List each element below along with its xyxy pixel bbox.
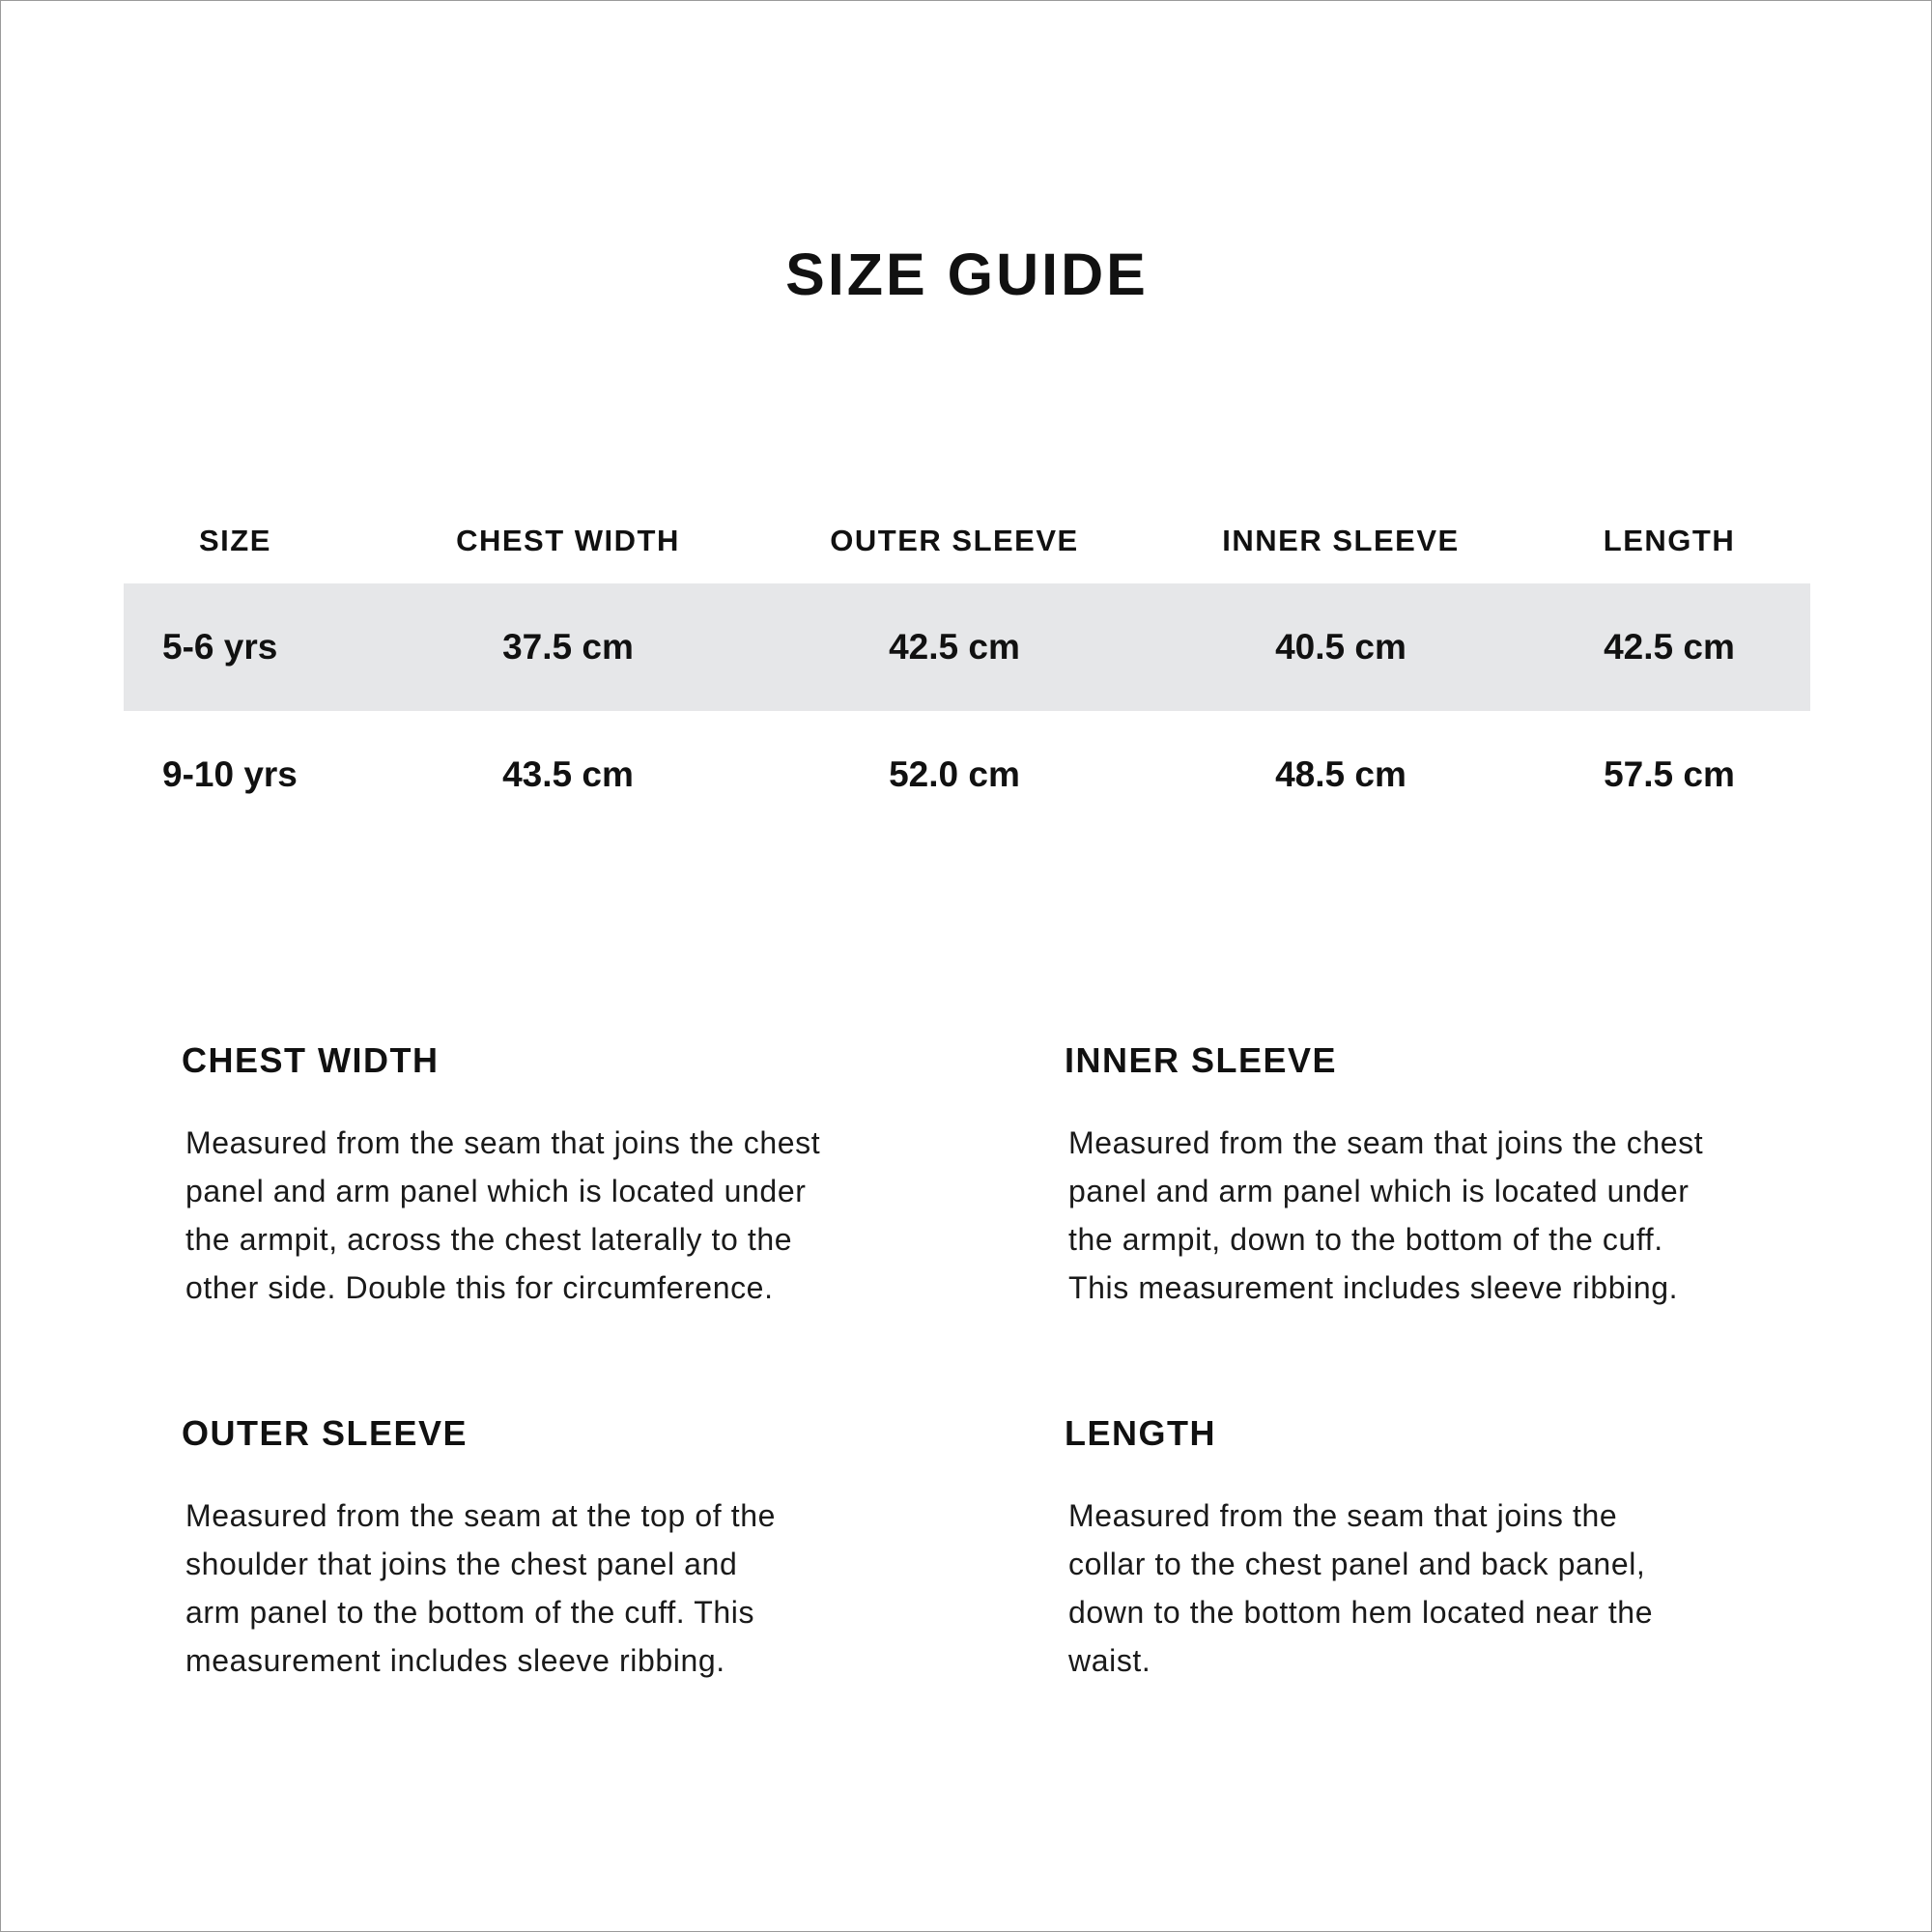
description-line: This measurement includes sleeve ribbing. [1068, 1270, 1679, 1305]
cell-length: 57.5 cm [1604, 754, 1735, 794]
outer-sleeve-description [182, 1412, 916, 1685]
cell-outer-sleeve: 52.0 cm [889, 754, 1020, 794]
header-chest-width: CHEST WIDTH [456, 524, 680, 557]
table-row [124, 583, 1810, 711]
cell-size: 5-6 yrs [162, 627, 278, 667]
description-line: waist. [1068, 1643, 1151, 1678]
description-line: panel and arm panel which is located under [1068, 1174, 1690, 1208]
length-description [1065, 1412, 1799, 1685]
cell-inner-sleeve: 40.5 cm [1275, 627, 1406, 667]
header-inner-sleeve: INNER SLEEVE [1222, 524, 1460, 557]
description-line: arm panel to the bottom of the cuff. This [185, 1595, 755, 1630]
description-title: OUTER SLEEVE [182, 1413, 469, 1453]
page-title: SIZE GUIDE [785, 242, 1149, 307]
description-title: CHEST WIDTH [182, 1040, 440, 1080]
description-line: down to the bottom hem located near the [1068, 1595, 1654, 1630]
description-line: other side. Double this for circumference. [185, 1270, 774, 1305]
cell-inner-sleeve: 48.5 cm [1275, 754, 1406, 794]
cell-chest-width: 43.5 cm [502, 754, 634, 794]
table-row [124, 711, 1810, 838]
description-line: Measured from the seam that joins the chest [185, 1125, 821, 1160]
header-length: LENGTH [1603, 524, 1736, 557]
description-line: measurement includes sleeve ribbing. [185, 1643, 725, 1678]
description-line: Measured from the seam at the top of the [185, 1498, 776, 1533]
description-body [1068, 1119, 1774, 1312]
cell-chest-width: 37.5 cm [502, 627, 634, 667]
description-title: LENGTH [1065, 1413, 1216, 1453]
description-body [1068, 1492, 1774, 1685]
chest-width-description [182, 1039, 916, 1312]
description-line: shoulder that joins the chest panel and [185, 1547, 738, 1581]
cell-size: 9-10 yrs [162, 754, 298, 794]
description-line: panel and arm panel which is located under [185, 1174, 807, 1208]
description-body [185, 1492, 891, 1685]
description-body [185, 1119, 891, 1312]
header-size: SIZE [199, 524, 271, 557]
size-table [124, 498, 1810, 838]
cell-length: 42.5 cm [1604, 627, 1735, 667]
description-line: collar to the chest panel and back panel, [1068, 1547, 1646, 1581]
header-outer-sleeve: OUTER SLEEVE [830, 524, 1079, 557]
description-line: Measured from the seam that joins the [1068, 1498, 1618, 1533]
table-header-row [124, 498, 1810, 583]
description-line: the armpit, across the chest laterally to the [185, 1222, 793, 1257]
description-line: Measured from the seam that joins the chest [1068, 1125, 1704, 1160]
description-title: INNER SLEEVE [1065, 1040, 1338, 1080]
description-line: the armpit, down to the bottom of the cuff. [1068, 1222, 1663, 1257]
inner-sleeve-description [1065, 1039, 1799, 1312]
cell-outer-sleeve: 42.5 cm [889, 627, 1020, 667]
